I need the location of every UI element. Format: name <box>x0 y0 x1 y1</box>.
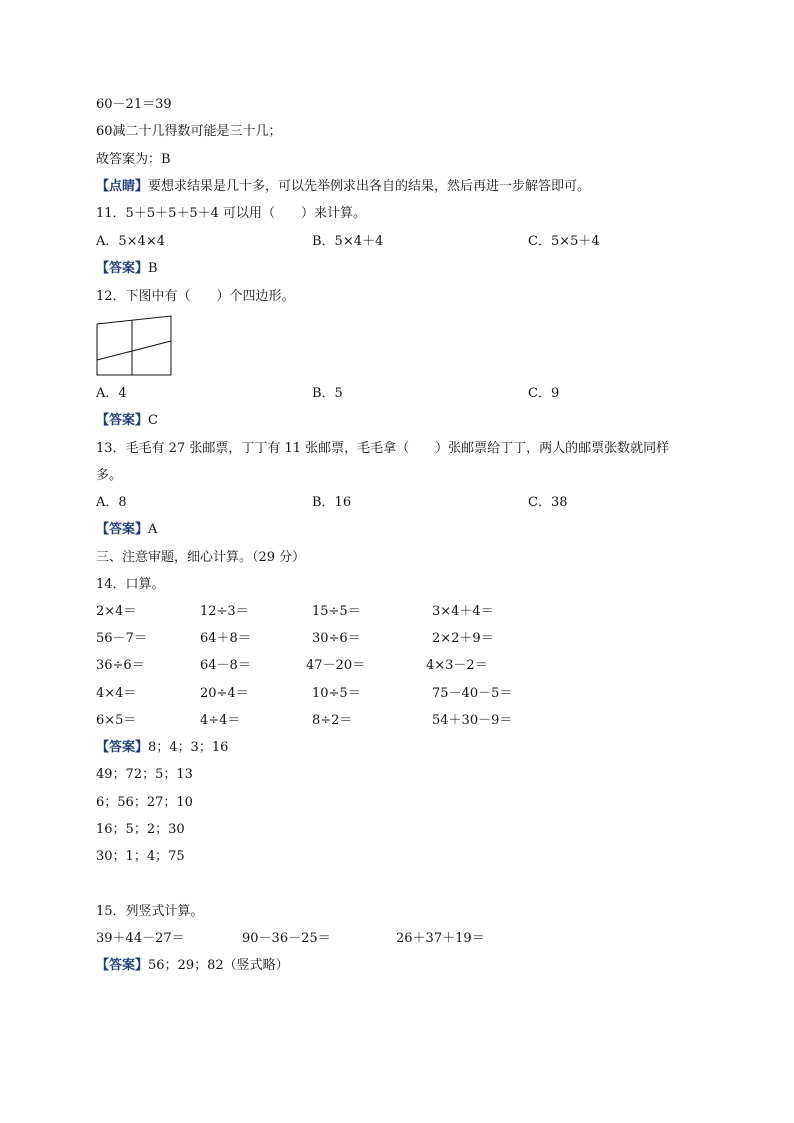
q12-answer <box>96 412 158 430</box>
q14-answer-value-1: 8；4；3；16 <box>148 740 229 755</box>
q14-cell-r4c3: 54＋30－9＝ <box>432 713 513 728</box>
q14-cell-r2c1: 64－8＝ <box>200 658 251 673</box>
q12-option-c: C．9 <box>528 386 560 401</box>
q14-cell-r0c2: 15÷5＝ <box>312 604 361 619</box>
q12-answer-tag: 【答案】 <box>96 413 149 428</box>
q14-cell-r2c2: 47－20＝ <box>306 658 366 673</box>
q14-cell-r0c1: 12÷3＝ <box>200 604 249 619</box>
q15-item-3: 26＋37＋19＝ <box>396 931 485 946</box>
q14-cell-r1c1: 64＋8＝ <box>200 631 251 646</box>
q14-cell-r1c0: 56－7＝ <box>96 631 147 646</box>
q15-answer-tag: 【答案】 <box>96 958 149 973</box>
q14-cell-r0c3: 3×4＋4＝ <box>432 604 494 619</box>
q14-cell-r3c3: 75－40－5＝ <box>432 686 513 701</box>
q14-answer-line-2: 49；72；5；13 <box>96 767 193 782</box>
q14-answer-tag: 【答案】 <box>96 740 149 755</box>
q11-stem: 11．5＋5＋5＋5＋4 可以用（ ）来计算。 <box>96 206 367 221</box>
tip-tag: 【点睛】 <box>96 179 149 194</box>
q14-cell-r1c3: 2×2＋9＝ <box>432 631 494 646</box>
q12-option-b: B．5 <box>312 386 343 401</box>
q13-option-a: A．8 <box>96 495 127 510</box>
tip-text: 要想求结果是几十多，可以先举例求出各自的结果，然后再进一步解答即可。 <box>148 179 591 194</box>
q14-answer-line-4: 16；5；2；30 <box>96 822 185 837</box>
section-3-heading: 三、注意审题，细心计算。（29 分） <box>96 550 306 565</box>
q14-cell-r4c1: 4÷4＝ <box>200 713 241 728</box>
q12-answer-value: C <box>148 413 158 428</box>
q15-stem: 15．列竖式计算。 <box>96 904 204 919</box>
q12-stem: 12．下图中有（ ）个四边形。 <box>96 289 295 304</box>
q13-option-b: B．16 <box>312 495 352 510</box>
q14-cell-r4c0: 6×5＝ <box>96 713 137 728</box>
q11-option-a: A．5×4×4 <box>96 234 165 249</box>
q11-answer <box>96 260 158 278</box>
q15-item-2: 90－36－25＝ <box>242 931 331 946</box>
q11-answer-tag: 【答案】 <box>96 261 149 276</box>
q14-cell-r3c0: 4×4＝ <box>96 686 137 701</box>
q15-answer-value: 56；29；82（竖式略） <box>148 958 289 973</box>
figure-outline <box>97 316 171 375</box>
q14-cell-r0c0: 2×4＝ <box>96 604 137 619</box>
q11-option-c: C．5×5＋4 <box>528 234 600 249</box>
q13-stem-line-2: 多。 <box>96 468 123 483</box>
q13-answer <box>96 521 157 539</box>
quadrilateral-figure <box>96 315 176 377</box>
q13-stem-line-1: 13．毛毛有 27 张邮票，丁丁有 11 张邮票，毛毛拿（ ）张邮票给丁丁，两人的邮票张数就同样 <box>96 441 670 456</box>
q14-stem: 14．口算。 <box>96 577 165 592</box>
intro-line-3: 故答案为：B <box>96 152 171 167</box>
q14-cell-r3c2: 10÷5＝ <box>312 686 361 701</box>
intro-line-2: 60减二十几得数可能是三十几； <box>96 124 282 139</box>
q14-answer-line-1 <box>96 739 228 757</box>
q13-option-c: C．38 <box>528 495 568 510</box>
q14-cell-r2c3: 4×3－2＝ <box>426 658 488 673</box>
q11-answer-value: B <box>148 261 158 276</box>
q14-cell-r1c2: 30÷6＝ <box>312 631 361 646</box>
tip-line <box>96 178 590 196</box>
q13-answer-tag: 【答案】 <box>96 522 149 537</box>
intro-line-1: 60－21＝39 <box>96 97 172 112</box>
figure-diagonal-line <box>97 341 171 360</box>
q14-answer-line-3: 6；56；27；10 <box>96 795 193 810</box>
q12-option-a: A．4 <box>96 386 127 401</box>
q14-answer-line-5: 30；1；4；75 <box>96 849 185 864</box>
q14-cell-r2c0: 36÷6＝ <box>96 658 145 673</box>
q14-cell-r4c2: 8÷2＝ <box>312 713 353 728</box>
q13-answer-value: A <box>148 522 158 537</box>
q15-item-1: 39＋44－27＝ <box>96 931 185 946</box>
q15-answer <box>96 957 289 975</box>
q14-cell-r3c1: 20÷4＝ <box>200 686 249 701</box>
q11-option-b: B．5×4＋4 <box>312 234 384 249</box>
